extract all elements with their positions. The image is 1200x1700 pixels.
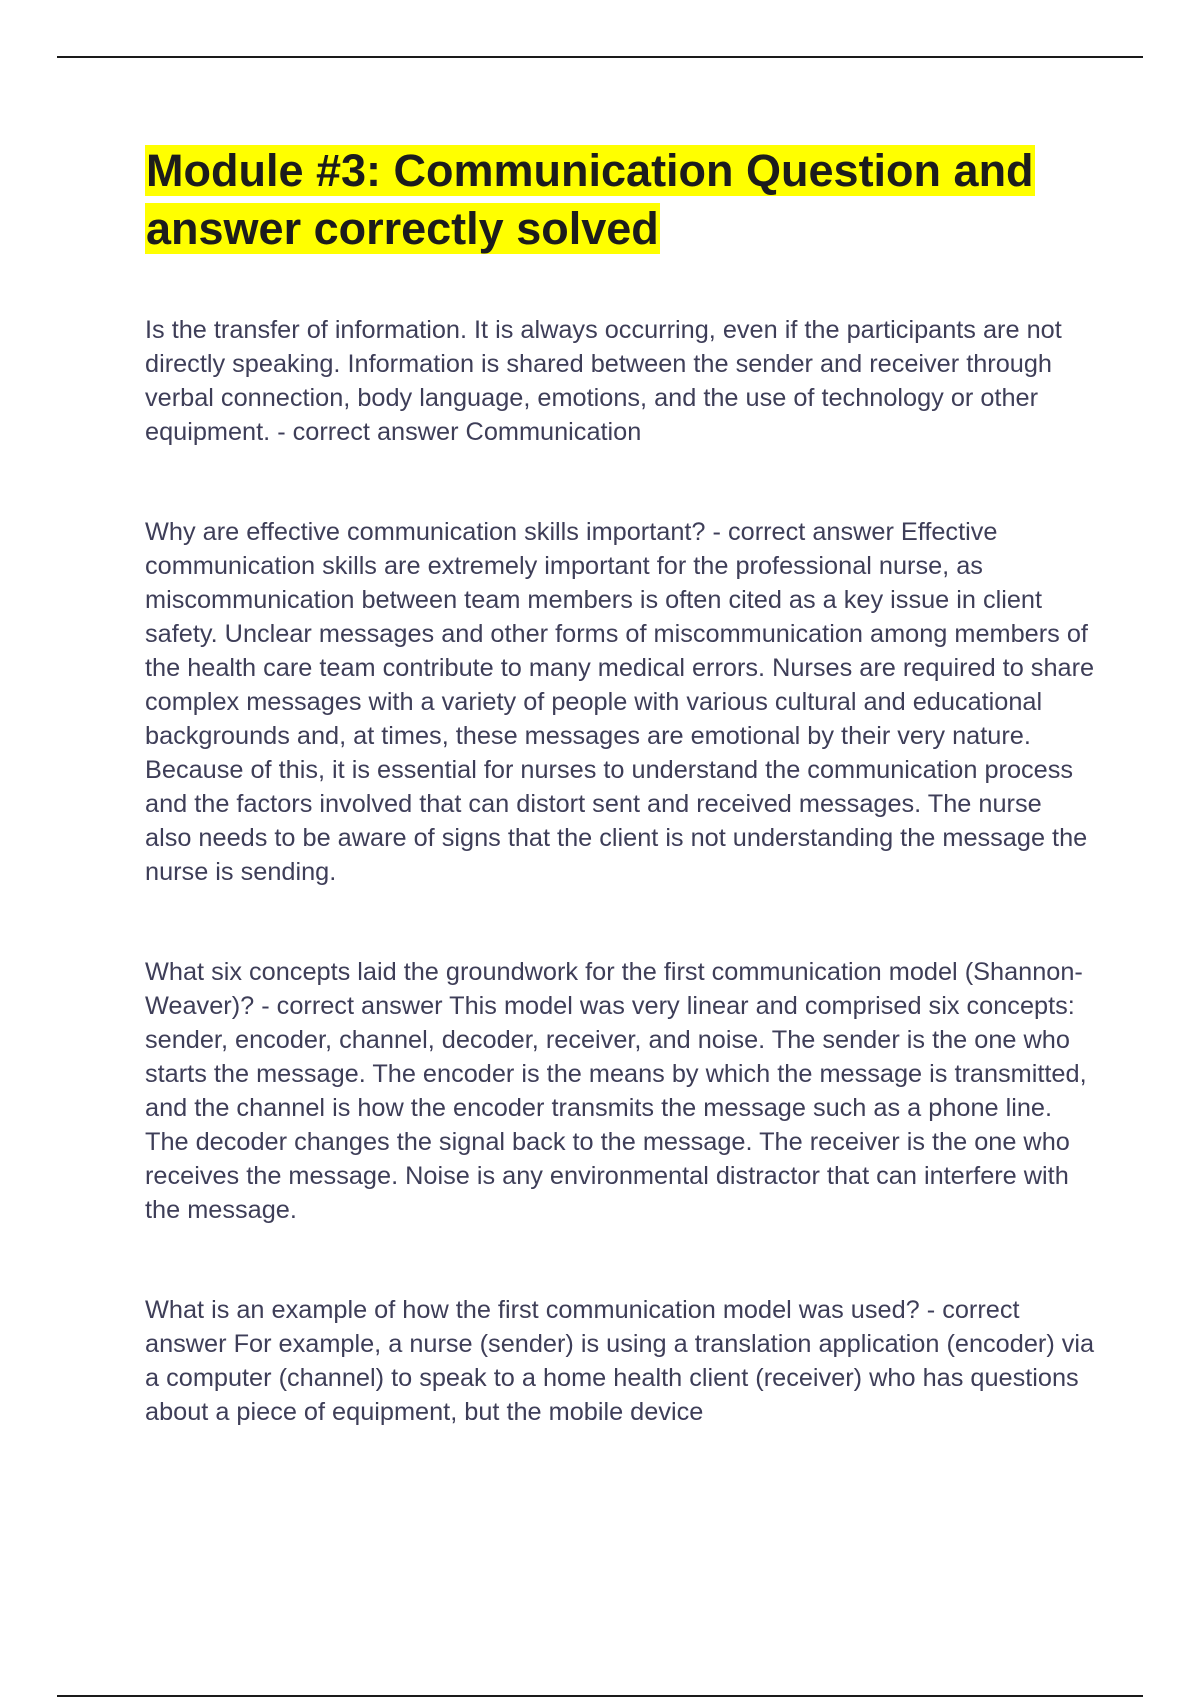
qa-item-3: What six concepts laid the groundwork for the first communication model (Shannon-Weaver)? - correct answer This model was very linear and comprised six concepts: sender, encoder, channel, decoder, receiver, and noise. The sender is the one who starts the message. The encoder is the means by which the message is transmitted, and the channel is how the encoder transmits the message such as a phone line. The decoder changes the signal back to the message. The receiver is the one who receives the message. Noise is any environmental distractor that can interfere with the message. — [145, 958, 1087, 1224]
bottom-rule — [57, 1695, 1143, 1697]
qa-item-1: Is the transfer of information. It is always occurring, even if the participants are not directly speaking. Information is shared between the sender and receiver through verbal connection, body language, emotions, and the use of technology or other equipment. - correct answer Communication — [145, 316, 1062, 446]
qa-item-2: Why are effective communication skills important? - correct answer Effective communication skills are extremely important for the professional nurse, as miscommunication between team members is often cited as a key issue in client safety. Unclear messages and other forms of miscommunication among members of the health care team contribute to many medical errors. Nurses are required to share complex messages with a variety of people with various cultural and educational backgrounds and, at times, these messages are emotional by their very nature. Because of this, it is essential for nurses to understand the communication process and the factors involved that can distort sent and received messages. The nurse also needs to be aware of signs that the client is not understanding the message the nurse is sending. — [145, 518, 1095, 886]
top-rule — [57, 56, 1143, 58]
qa-item-4: What is an example of how the first communication model was used? - correct answer For example, a nurse (sender) is using a translation application (encoder) via a computer (channel) to speak to a home health client (receiver) who has questions about a piece of equipment, but the mobile device — [145, 1296, 1095, 1426]
document-body — [145, 142, 1095, 1429]
document-title — [145, 142, 1095, 258]
title-highlight: Module #3: Communication Question and answer correctly solved — [146, 145, 1034, 254]
